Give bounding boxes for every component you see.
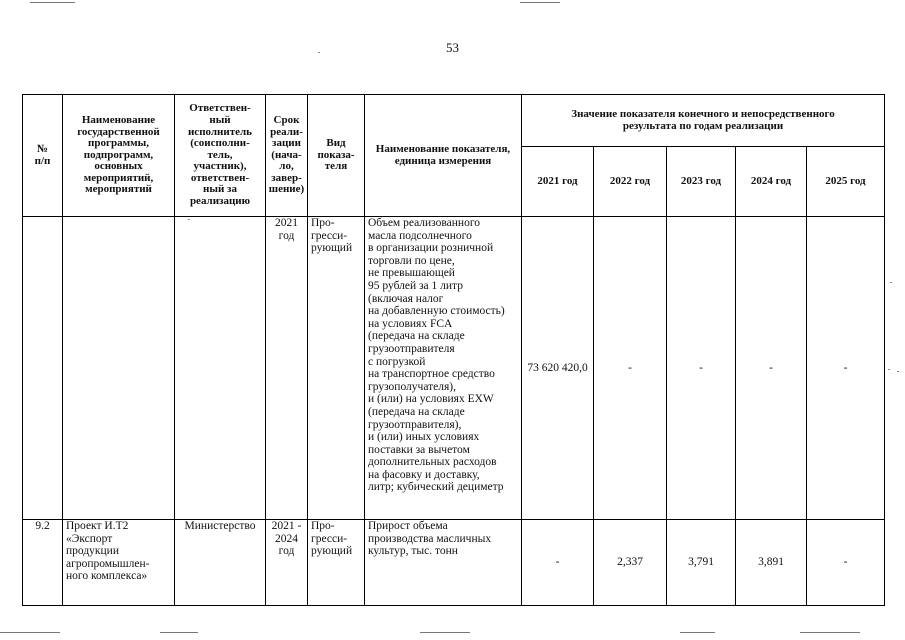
- scan-speck: [318, 52, 320, 53]
- scan-speck: [890, 282, 892, 283]
- header-year-2024: 2024 год: [736, 147, 807, 217]
- row-2-type: Про- гресси- рующий: [308, 520, 365, 606]
- row-2-period: 2021 - 2024 год: [266, 520, 308, 606]
- row-2-value-2022: 2,337: [594, 520, 667, 606]
- row-2-value-2021: -: [522, 520, 594, 606]
- row-1-num: [23, 217, 63, 520]
- header-row-1: [23, 95, 885, 147]
- table-row: [23, 217, 885, 520]
- scan-edge-mark: [520, 2, 560, 3]
- header-year-2023: 2023 год: [667, 147, 736, 217]
- header-year-2022: 2022 год: [594, 147, 667, 217]
- header-year-2021: 2021 год: [522, 147, 594, 217]
- header-year-2025: 2025 год: [807, 147, 885, 217]
- scan-edge-mark: [0, 632, 60, 633]
- row-2-num: 9.2: [23, 520, 63, 606]
- row-2-value-2024: 3,891: [736, 520, 807, 606]
- header-program: Наименование государственной программы, подпрограмм, основных мероприятий, мероприятий: [63, 95, 175, 217]
- row-2-indicator: Прирост объема производства масличных культур, тыс. тонн: [365, 520, 522, 606]
- header-indicator: Наименование показателя, единица измерения: [365, 95, 522, 217]
- scan-edge-mark: [680, 632, 715, 633]
- row-2-program: Проект И.Т2 «Экспорт продукции агропромышлен- ного комплекса»: [63, 520, 175, 606]
- row-2-value-2023: 3,791: [667, 520, 736, 606]
- row-1-value-2022: -: [594, 217, 667, 520]
- scan-speck: [888, 369, 890, 370]
- header-executor: Ответствен- ный исполнитель (соисполни- тель, участник), ответствен- ный за реализацию: [175, 95, 266, 217]
- scan-edge-mark: [800, 632, 860, 633]
- page-number: 53: [446, 40, 459, 55]
- scan-edge-mark: [160, 632, 198, 633]
- row-2-executor: Министерство: [175, 520, 266, 606]
- row-1-value-2023: -: [667, 217, 736, 520]
- row-1-program: [63, 217, 175, 520]
- scan-edge-mark: [420, 632, 470, 633]
- scan-speck: [188, 219, 190, 220]
- row-1-type: Про- гресси- рующий: [308, 217, 365, 520]
- header-num: № п/п: [23, 95, 63, 217]
- row-1-period: 2021 год: [266, 217, 308, 520]
- header-values-group: Значение показателя конечного и непосредственного результата по годам реализации: [522, 95, 885, 147]
- indicators-table: [22, 94, 885, 606]
- row-1-value-2024: -: [736, 217, 807, 520]
- row-1-value-2025: -: [807, 217, 885, 520]
- table-row: [23, 520, 885, 606]
- header-period: Срок реали- зации (нача- ло, завер- шение): [266, 95, 308, 217]
- row-2-value-2025: -: [807, 520, 885, 606]
- row-1-indicator: Объем реализованного масла подсолнечного в организации розничной торговли по цене, не превышающей 95 рублей за 1 литр (включая налог на добавленную стоимость) на условиях FCA (передача на складе грузоотправителя с погрузкой на транспортное средство грузополучателя), и (или) на условиях EXW (передача на складе грузоотправителя), и (или) иных условиях поставки за вычетом дополнительных расходов на фасовку и доставку, литр; кубический дециметр: [365, 217, 522, 520]
- row-1-executor: [175, 217, 266, 520]
- row-1-value-2021: 73 620 420,0: [522, 217, 594, 520]
- header-type: Вид показа- теля: [308, 95, 365, 217]
- scan-edge-mark: [30, 2, 75, 3]
- scan-speck: [897, 371, 899, 372]
